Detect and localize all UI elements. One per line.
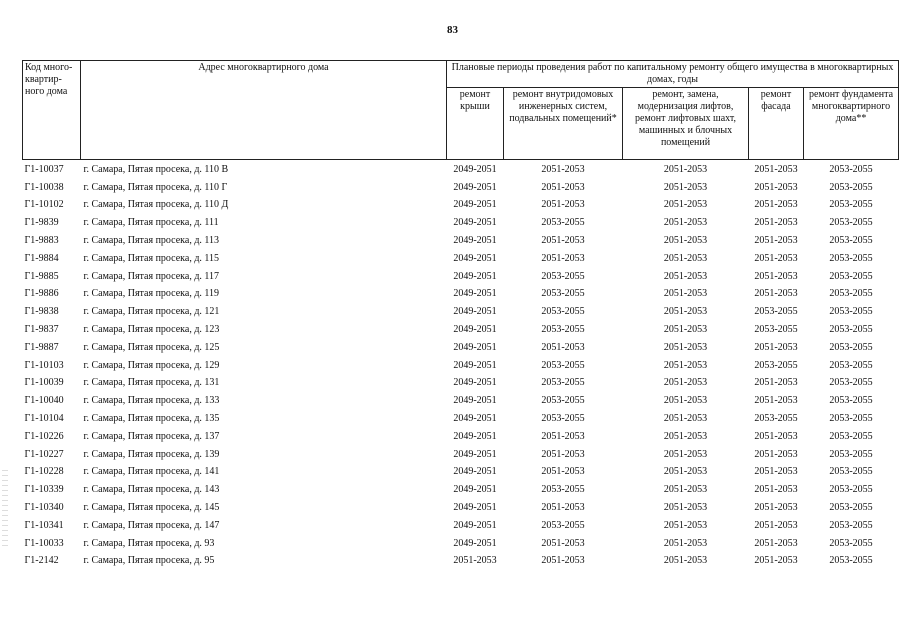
cell-facade: 2051-2053 [754, 199, 798, 211]
table-row [23, 339, 899, 357]
cell-roof: 2049-2051 [453, 270, 497, 282]
cell-engineering: 2053-2055 [541, 306, 585, 318]
table-row [23, 214, 899, 232]
cell-engineering: 2053-2055 [541, 324, 585, 336]
cell-address: г. Самара, Пятая просека, д. 143 [83, 484, 220, 496]
cell-address: г. Самара, Пятая просека, д. 110 Д [83, 199, 229, 211]
cell-roof: 2049-2051 [453, 413, 497, 425]
cell-facade: 2051-2053 [754, 448, 798, 460]
header-facade: ремонт фасада [749, 88, 804, 160]
cell-elevators: 2051-2053 [663, 235, 708, 247]
cell-address: г. Самара, Пятая просека, д. 135 [83, 413, 220, 425]
table-row [23, 375, 899, 393]
cell-facade: 2051-2053 [754, 217, 798, 229]
cell-engineering: 2053-2055 [541, 413, 585, 425]
cell-elevators: 2051-2053 [663, 555, 708, 567]
cell-elevators: 2051-2053 [663, 430, 708, 442]
cell-code: Г1-10104 [24, 413, 64, 425]
cell-address: г. Самара, Пятая просека, д. 121 [83, 306, 220, 318]
cell-address: г. Самара, Пятая просека, д. 133 [83, 395, 220, 407]
cell-code: Г1-10033 [24, 537, 64, 549]
cell-elevators: 2051-2053 [663, 502, 708, 514]
cell-code: Г1-10038 [24, 181, 64, 193]
cell-engineering: 2053-2055 [541, 270, 585, 282]
cell-facade: 2053-2055 [754, 324, 798, 336]
header-elevators: ремонт, замена, модернизация лифтов, ремонт лифтовых шахт, машинных и блочных помещений [623, 88, 749, 160]
cell-roof: 2049-2051 [453, 466, 497, 478]
table-row [23, 250, 899, 268]
cell-foundation: 2053-2055 [829, 252, 873, 264]
cell-roof: 2049-2051 [453, 163, 497, 175]
cell-elevators: 2051-2053 [663, 377, 708, 389]
cell-code: Г1-10102 [24, 199, 64, 211]
cell-facade: 2051-2053 [754, 341, 798, 353]
cell-engineering: 2051-2053 [541, 181, 585, 193]
table-row [23, 481, 899, 499]
cell-code: Г1-9837 [24, 324, 59, 336]
header-roof: ремонт крыши [447, 88, 504, 160]
cell-roof: 2049-2051 [453, 484, 497, 496]
cell-address: г. Самара, Пятая просека, д. 131 [83, 377, 220, 389]
header-foundation: ремонт фундамента многоквартирного дома** [804, 88, 899, 160]
cell-address: г. Самара, Пятая просека, д. 111 [83, 217, 219, 229]
cell-foundation: 2053-2055 [829, 359, 873, 371]
table-row [23, 268, 899, 286]
cell-address: г. Самара, Пятая просека, д. 117 [83, 270, 220, 282]
cell-code: Г1-10039 [24, 377, 64, 389]
header-code: Код много-квартир-ного дома [23, 61, 81, 160]
cell-code: Г1-10340 [24, 502, 64, 514]
cell-address: г. Самара, Пятая просека, д. 123 [83, 324, 220, 336]
cell-facade: 2053-2055 [754, 413, 798, 425]
table-row [23, 535, 899, 553]
cell-foundation: 2053-2055 [829, 519, 873, 531]
cell-facade: 2051-2053 [754, 235, 798, 247]
table-row [23, 286, 899, 304]
cell-facade: 2051-2053 [754, 555, 798, 567]
cell-code: Г1-10037 [24, 163, 64, 175]
cell-foundation: 2053-2055 [829, 217, 873, 229]
cell-elevators: 2051-2053 [663, 270, 708, 282]
cell-foundation: 2053-2055 [829, 448, 873, 460]
cell-elevators: 2051-2053 [663, 199, 708, 211]
cell-engineering: 2051-2053 [541, 252, 585, 264]
cell-address: г. Самара, Пятая просека, д. 137 [83, 430, 220, 442]
cell-roof: 2049-2051 [453, 181, 497, 193]
cell-code: Г1-9884 [24, 252, 59, 264]
cell-facade: 2051-2053 [754, 430, 798, 442]
cell-foundation: 2053-2055 [829, 555, 873, 567]
cell-elevators: 2051-2053 [663, 324, 708, 336]
table-row [23, 428, 899, 446]
cell-code: Г1-10339 [24, 484, 64, 496]
table-body [23, 160, 899, 571]
cell-foundation: 2053-2055 [829, 270, 873, 282]
cell-foundation: 2053-2055 [829, 484, 873, 496]
cell-elevators: 2051-2053 [663, 395, 708, 407]
header-engineering: ремонт внутридомовых инженерных систем, подвальных помещений* [504, 88, 623, 160]
cell-address: г. Самара, Пятая просека, д. 95 [83, 555, 215, 567]
cell-foundation: 2053-2055 [829, 324, 873, 336]
cell-address: г. Самара, Пятая просека, д. 93 [83, 537, 215, 549]
cell-address: г. Самара, Пятая просека, д. 139 [83, 448, 220, 460]
cell-elevators: 2051-2053 [663, 448, 708, 460]
table-row [23, 179, 899, 197]
cell-foundation: 2053-2055 [829, 430, 873, 442]
cell-engineering: 2053-2055 [541, 288, 585, 300]
cell-address: г. Самара, Пятая просека, д. 145 [83, 502, 220, 514]
table-row [23, 499, 899, 517]
cell-address: г. Самара, Пятая просека, д. 125 [83, 341, 220, 353]
cell-engineering: 2051-2053 [541, 466, 585, 478]
table-row [23, 357, 899, 375]
scan-edge-marks [2, 470, 8, 550]
cell-foundation: 2053-2055 [829, 466, 873, 478]
cell-engineering: 2053-2055 [541, 395, 585, 407]
cell-code: Г1-9886 [24, 288, 59, 300]
cell-engineering: 2051-2053 [541, 341, 585, 353]
cell-facade: 2051-2053 [754, 252, 798, 264]
cell-roof: 2049-2051 [453, 235, 497, 247]
table-row [23, 321, 899, 339]
table-row [23, 197, 899, 215]
cell-engineering: 2051-2053 [541, 199, 585, 211]
cell-engineering: 2053-2055 [541, 359, 585, 371]
cell-address: г. Самара, Пятая просека, д. 110 Г [83, 181, 228, 193]
cell-address: г. Самара, Пятая просека, д. 147 [83, 519, 220, 531]
cell-facade: 2051-2053 [754, 537, 798, 549]
cell-code: Г1-9839 [24, 217, 59, 229]
cell-facade: 2053-2055 [754, 306, 798, 318]
cell-roof: 2049-2051 [453, 377, 497, 389]
cell-engineering: 2051-2053 [541, 448, 585, 460]
cell-elevators: 2051-2053 [663, 288, 708, 300]
cell-elevators: 2051-2053 [663, 537, 708, 549]
cell-roof: 2049-2051 [453, 341, 497, 353]
cell-facade: 2051-2053 [754, 270, 798, 282]
table-row [23, 392, 899, 410]
cell-elevators: 2051-2053 [663, 359, 708, 371]
table-row [23, 160, 899, 179]
cell-elevators: 2051-2053 [663, 252, 708, 264]
cell-roof: 2049-2051 [453, 395, 497, 407]
table-row [23, 553, 899, 571]
cell-foundation: 2053-2055 [829, 288, 873, 300]
cell-roof: 2049-2051 [453, 324, 497, 336]
table-row [23, 464, 899, 482]
cell-code: Г1-10226 [24, 430, 64, 442]
cell-code: Г1-2142 [24, 555, 59, 567]
cell-elevators: 2051-2053 [663, 519, 708, 531]
cell-facade: 2051-2053 [754, 181, 798, 193]
cell-facade: 2051-2053 [754, 395, 798, 407]
cell-facade: 2051-2053 [754, 288, 798, 300]
cell-foundation: 2053-2055 [829, 413, 873, 425]
cell-engineering: 2053-2055 [541, 217, 585, 229]
cell-code: Г1-10341 [24, 519, 64, 531]
cell-address: г. Самара, Пятая просека, д. 129 [83, 359, 220, 371]
cell-foundation: 2053-2055 [829, 181, 873, 193]
cell-facade: 2051-2053 [754, 519, 798, 531]
cell-engineering: 2051-2053 [541, 502, 585, 514]
cell-elevators: 2051-2053 [663, 217, 708, 229]
table-row [23, 410, 899, 428]
cell-facade: 2051-2053 [754, 466, 798, 478]
cell-engineering: 2053-2055 [541, 377, 585, 389]
cell-elevators: 2051-2053 [663, 341, 708, 353]
cell-code: Г1-9838 [24, 306, 59, 318]
cell-foundation: 2053-2055 [829, 537, 873, 549]
page-number: 83 [447, 24, 458, 36]
cell-elevators: 2051-2053 [663, 181, 708, 193]
cell-elevators: 2051-2053 [663, 163, 708, 175]
cell-elevators: 2051-2053 [663, 484, 708, 496]
cell-roof: 2049-2051 [453, 448, 497, 460]
cell-roof: 2049-2051 [453, 519, 497, 531]
cell-facade: 2051-2053 [754, 502, 798, 514]
cell-facade: 2051-2053 [754, 377, 798, 389]
cell-code: Г1-10040 [24, 395, 64, 407]
table-row [23, 232, 899, 250]
cell-foundation: 2053-2055 [829, 163, 873, 175]
header-address: Адрес многоквартирного дома [81, 61, 447, 160]
cell-roof: 2049-2051 [453, 359, 497, 371]
cell-roof: 2051-2053 [453, 555, 497, 567]
cell-roof: 2049-2051 [453, 217, 497, 229]
cell-foundation: 2053-2055 [829, 306, 873, 318]
cell-foundation: 2053-2055 [829, 341, 873, 353]
cell-code: Г1-9887 [24, 341, 59, 353]
cell-engineering: 2051-2053 [541, 163, 585, 175]
cell-engineering: 2053-2055 [541, 484, 585, 496]
capital-repair-table [22, 60, 899, 570]
cell-engineering: 2051-2053 [541, 235, 585, 247]
header-periods-group: Плановые периоды проведения работ по капитальному ремонту общего имущества в многоквартирных домах, годы [447, 61, 899, 88]
cell-facade: 2051-2053 [754, 484, 798, 496]
cell-engineering: 2051-2053 [541, 537, 585, 549]
cell-foundation: 2053-2055 [829, 235, 873, 247]
cell-elevators: 2051-2053 [663, 413, 708, 425]
cell-elevators: 2051-2053 [663, 466, 708, 478]
cell-address: г. Самара, Пятая просека, д. 113 [83, 235, 220, 247]
cell-foundation: 2053-2055 [829, 377, 873, 389]
cell-address: г. Самара, Пятая просека, д. 110 В [83, 163, 229, 175]
cell-address: г. Самара, Пятая просека, д. 119 [83, 288, 220, 300]
cell-facade: 2053-2055 [754, 359, 798, 371]
cell-engineering: 2051-2053 [541, 555, 585, 567]
cell-code: Г1-10103 [24, 359, 64, 371]
cell-roof: 2049-2051 [453, 288, 497, 300]
cell-roof: 2049-2051 [453, 430, 497, 442]
cell-engineering: 2051-2053 [541, 430, 585, 442]
cell-facade: 2051-2053 [754, 163, 798, 175]
cell-elevators: 2051-2053 [663, 306, 708, 318]
table-row [23, 517, 899, 535]
cell-foundation: 2053-2055 [829, 199, 873, 211]
cell-roof: 2049-2051 [453, 199, 497, 211]
cell-code: Г1-9883 [24, 235, 59, 247]
cell-engineering: 2053-2055 [541, 519, 585, 531]
cell-roof: 2049-2051 [453, 306, 497, 318]
cell-foundation: 2053-2055 [829, 502, 873, 514]
cell-address: г. Самара, Пятая просека, д. 141 [83, 466, 220, 478]
table-row [23, 446, 899, 464]
cell-code: Г1-10228 [24, 466, 64, 478]
table-row [23, 303, 899, 321]
cell-address: г. Самара, Пятая просека, д. 115 [83, 252, 220, 264]
cell-roof: 2049-2051 [453, 537, 497, 549]
cell-roof: 2049-2051 [453, 252, 497, 264]
cell-code: Г1-9885 [24, 270, 59, 282]
cell-code: Г1-10227 [24, 448, 64, 460]
cell-roof: 2049-2051 [453, 502, 497, 514]
cell-foundation: 2053-2055 [829, 395, 873, 407]
